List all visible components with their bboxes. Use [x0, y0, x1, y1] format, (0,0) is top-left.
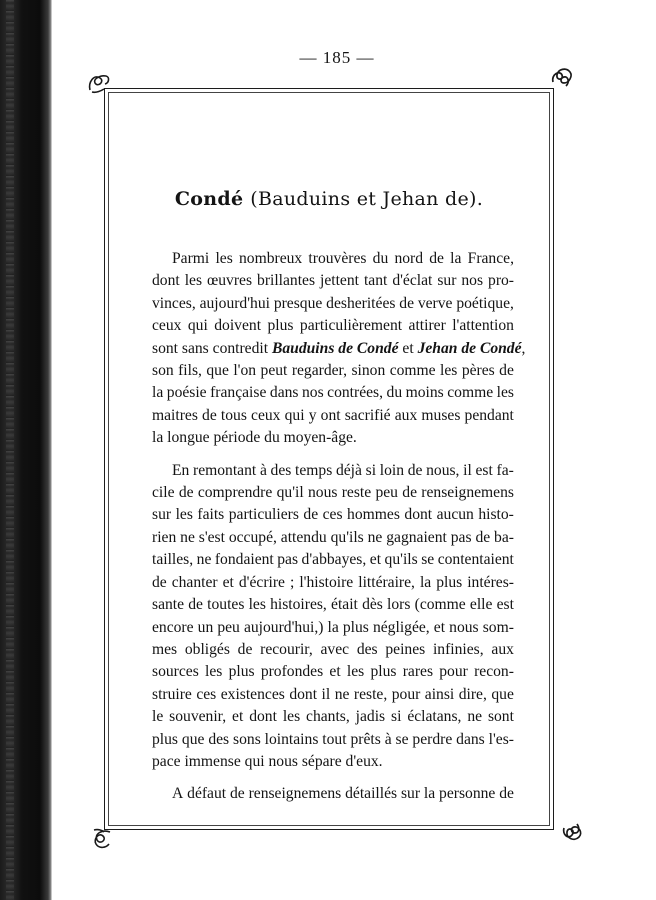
text-line: A défaut de renseignemens détaillés sur la personne de: [172, 785, 514, 803]
text-line: son fils, que l'on peut regarder, sinon comme les pères de: [152, 362, 514, 380]
corner-ornament-top-left-icon: [86, 70, 112, 96]
text-line: ceux qui doivent plus particulièrement attirer l'attention: [152, 317, 514, 335]
text-line: mes obligés de recourir, avec des peines infinies, aux: [152, 640, 514, 658]
text-line: cile de comprendre qu'il nous reste peu de renseignemens: [152, 484, 514, 502]
text-line: dont les œuvres brillantes jettent tant d'éclat sur nos pro-: [152, 272, 514, 290]
heading-title: Condé: [174, 188, 244, 210]
text-line: tailles, ne fondaient pas d'abbayes, et qu'ils se contentaient: [152, 551, 514, 569]
text-line-with-names: [152, 338, 526, 360]
text-line: sources les plus profondes et les plus rares pour recon-: [152, 663, 514, 681]
book-spine-shadow: [0, 0, 52, 900]
corner-ornament-bottom-left-icon: [90, 826, 116, 852]
name-bauduins: Bauduins de Condé: [271, 339, 399, 357]
text-segment: sont sans contredit Bauduins de Condé et Jehan de Condé,: [152, 339, 526, 357]
text-line: sante de toutes les histoires, était dès lors (comme elle est: [152, 596, 514, 614]
text-line: le souvenir, et dont les chants, jadis si éclatans, ne sont: [152, 708, 514, 726]
text-line: plus que des sons lointains tout prêts à se perdre dans l'es-: [152, 730, 514, 748]
page-number: — 185 —: [299, 48, 375, 67]
text-line: struire ces existences dont il ne reste, pour ainsi dire, que: [152, 685, 514, 703]
text-line: la longue période du moyen-âge.: [152, 429, 357, 447]
corner-ornament-bottom-right-icon: [558, 820, 584, 846]
text-line: En remontant à des temps déjà si loin de nous, il est fa-: [172, 461, 514, 479]
article-heading: [104, 188, 554, 210]
text-line: sur les faits particuliers de ces hommes dont aucun histo-: [152, 506, 514, 524]
corner-ornament-top-right-icon: [548, 64, 574, 90]
text-line: encore un peu aujourd'hui,) la plus négligée, et nous som-: [152, 618, 514, 636]
text-line: rien ne s'est occupé, attendu qu'ils ne gagnaient pas de ba-: [152, 528, 514, 546]
text-line: vinces, aujourd'hui presque desheritées de verve poétique,: [152, 294, 514, 312]
spine-texture: [6, 0, 14, 900]
text-line: pace immense qui nous sépare d'eux.: [152, 752, 383, 770]
text-line: la poésie française dans nos contrées, du moins comme les: [152, 384, 514, 402]
body-text: [152, 248, 526, 806]
text-line: Parmi les nombreux trouvères du nord de la France,: [172, 250, 514, 267]
text-line: de chanter et d'écrire ; l'histoire littéraire, la plus intéres-: [152, 573, 514, 591]
name-jehan: Jehan de Condé: [417, 339, 522, 357]
text-line: maitres de tous ceux qui y ont sacrifié aux muses pendant: [152, 406, 514, 424]
heading-subtitle: (Bauduins et Jehan de).: [250, 188, 484, 210]
